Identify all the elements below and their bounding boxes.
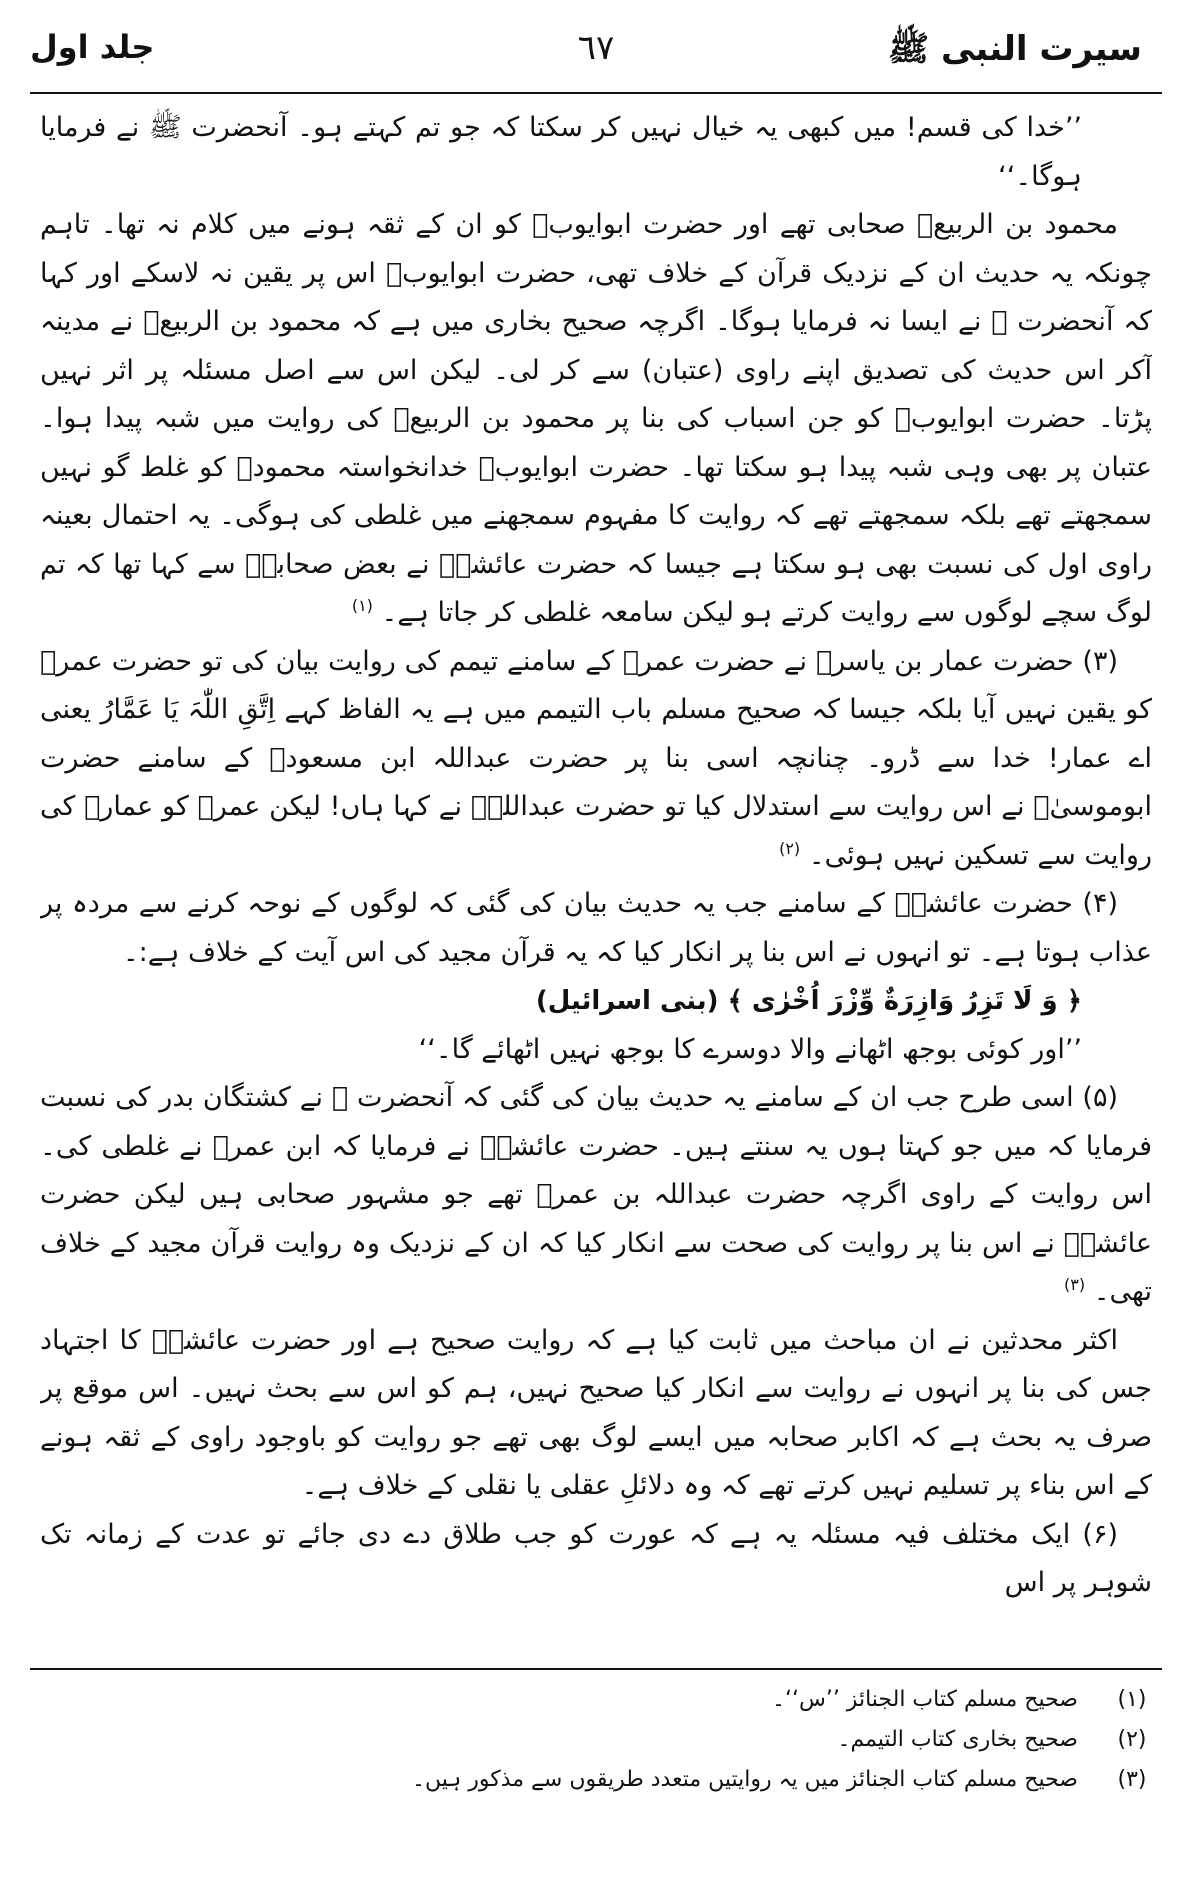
footnote-ref-2: (۲) bbox=[779, 838, 801, 858]
footnote-ref-3: (۳) bbox=[1064, 1275, 1086, 1294]
footnote-2 bbox=[40, 1720, 1152, 1760]
footnote-3 bbox=[40, 1760, 1152, 1800]
paragraph-3 bbox=[40, 638, 1152, 881]
quran-verse: ﴿ وَ لَا تَزِرُ وَازِرَةٌ وِّزْرَ اُخْرٰی ﴾ (بنی اسرائیل) bbox=[535, 986, 1082, 1016]
paragraph-muhaddithin: اکثر محدثین نے ان مباحث میں ثابت کیا ہے کہ روایت صحیح ہے اور حضرت عائشہؓ کا اجتہاد جس کی بنا پر انہوں نے روایت سے انکار کیا صحیح نہیں، ہم کو اس سے بحث نہیں۔ اس موقع پر صرف یہ بحث ہے کہ اکابر صحابہ میں ایسے لوگ بھی تھے جو روایت کو باوجود راوی کے ثقہ ہونے کے اس بناء پر تسلیم نہیں کرتے تھے کہ وہ دلائلِ عقلی یا نقلی کے خلاف ہے۔ bbox=[40, 1324, 1152, 1501]
page-number: ٦٧ bbox=[577, 28, 615, 68]
verse-translation: ’’اور کوئی بوجھ اٹھانے والا دوسرے کا بوجھ نہیں اٹھائے گا۔‘‘ bbox=[418, 1033, 1082, 1065]
footnotes bbox=[40, 1680, 1152, 1870]
paragraph-4: (۴) حضرت عائشہؓ کے سامنے جب یہ حدیث بیان کی گئی کہ لوگوں کے نوحہ کرنے سے مردہ پر عذاب ہوتا ہے۔ تو انہوں نے اس بنا پر انکار کیا کہ یہ قرآن مجید کی اس آیت کے خلاف ہے:۔ bbox=[40, 888, 1152, 968]
paragraph-5-text: (۵) اسی طرح جب ان کے سامنے یہ حدیث بیان کی گئی کہ آنحضرت ﷺ نے کشتگان بدر کی نسبت فرمایا کہ میں جو کہتا ہوں یہ سنتے ہیں۔ حضرت عائشہؓ نے فرمایا کہ ابن عمرؓ نے غلطی کی۔ اس روایت کے راوی اگرچہ حضرت عبداللہ بن عمرؓ تھے جو مشہور صحابی ہیں لیکن حضرت عائشہؓ نے اس بنا پر روایت کی صحت سے انکار کیا کہ ان کے نزدیک وہ روایت قرآن مجید کے خلاف تھی۔ bbox=[40, 1082, 1152, 1307]
footnote-text: صحیح مسلم کتاب الجنائز میں یہ روایتیں متعدد طریقوں سے مذکور ہیں۔ bbox=[412, 1767, 1078, 1792]
opening-quote: ’’خدا کی قسم! میں کبھی یہ خیال نہیں کر سکتا کہ جو تم کہتے ہو۔ آنحضرت ﷺ نے فرمایا ہوگا۔‘‘ bbox=[40, 112, 1082, 192]
paragraph-5 bbox=[40, 1074, 1152, 1317]
footnote-number: (۱) bbox=[1117, 1687, 1147, 1712]
footnote-number: (۲) bbox=[1117, 1727, 1147, 1752]
page-header bbox=[30, 20, 1162, 84]
footnote-number: (۳) bbox=[1117, 1767, 1147, 1792]
footnote-text: صحیح بخاری کتاب التیمم۔ bbox=[837, 1727, 1078, 1752]
footnote-divider bbox=[30, 1668, 1162, 1670]
header-divider bbox=[30, 92, 1162, 94]
footnote-1 bbox=[40, 1680, 1152, 1720]
volume-label: جلد اول bbox=[30, 28, 155, 66]
paragraph-mahmud bbox=[40, 201, 1152, 638]
paragraph-3-text: (۳) حضرت عمار بن یاسرؓ نے حضرت عمرؓ کے سامنے تیمم کی روایت بیان کی تو حضرت عمرؓ کو یقین نہیں آیا بلکہ جیسا کہ صحیح مسلم باب التیمم میں ہے یہ الفاظ کہے اِتَّقِ اللّٰہَ یَا عَمَّارُ یعنی اے عمار! خدا سے ڈرو۔ چنانچہ اسی بنا پر حضرت عبداللہ ابن مسعودؓ کے سامنے حضرت ابوموسیٰؓ نے اس روایت سے استدلال کیا تو حضرت عبداللہؓ نے کہا ہاں! لیکن عمرؓ کو عمارؓ کی روایت سے تسکین نہیں ہوئی۔ bbox=[40, 645, 1152, 871]
paragraph-6: (۶) ایک مختلف فیہ مسئلہ یہ ہے کہ عورت کو جب طلاق دے دی جائے تو عدت کے زمانہ تک شوہر پر اس bbox=[40, 1518, 1152, 1598]
footnote-ref-1: (۱) bbox=[351, 596, 373, 615]
footnote-text: صحیح مسلم کتاب الجنائز ’’س‘‘۔ bbox=[772, 1687, 1078, 1712]
page-body bbox=[40, 104, 1152, 1650]
book-title: سیرت النبی ﷺ bbox=[888, 29, 1142, 69]
paragraph-mahmud-text: محمود بن الربیعؓ صحابی تھے اور حضرت ابوایوبؓ کو ان کے ثقہ ہونے میں کلام نہ تھا۔ تاہم چونکہ یہ حدیث ان کے نزدیک قرآن کے خلاف تھی، حضرت ابوایوبؓ اس پر یقین نہ لاسکے اور کہا کہ آنحضرت ﷺ نے ایسا نہ فرمایا ہوگا۔ اگرچہ صحیح بخاری میں ہے کہ محمود بن الربیعؓ نے مدینہ آکر اس حدیث کی تصدیق اپنے راوی (عتبان) سے کر لی۔ لیکن اس سے اصل مسئلہ پر اثر نہیں پڑتا۔ حضرت ابوایوبؓ کو جن اسباب کی بنا پر محمود بن الربیعؓ کی روایت میں شبہ پیدا ہوا۔ عتبان پر بھی وہی شبہ پیدا ہو سکتا تھا۔ حضرت ابوایوبؓ خدانخواستہ محمودؓ کو غلط گو نہیں سمجھتے تھے بلکہ سمجھتے تھے کہ روایت کا مفہوم سمجھنے میں غلطی کی ہوگی۔ یہ احتمال بعینہ راوی اول کی نسبت بھی ہو سکتا ہے جیسا کہ حضرت عائشہؓ نے بعض صحابہؓ سے کہا تھا کہ تم لوگ سچے لوگوں سے روایت کرتے ہو لیکن سامعہ غلطی کر جاتا ہے۔ bbox=[40, 209, 1152, 628]
